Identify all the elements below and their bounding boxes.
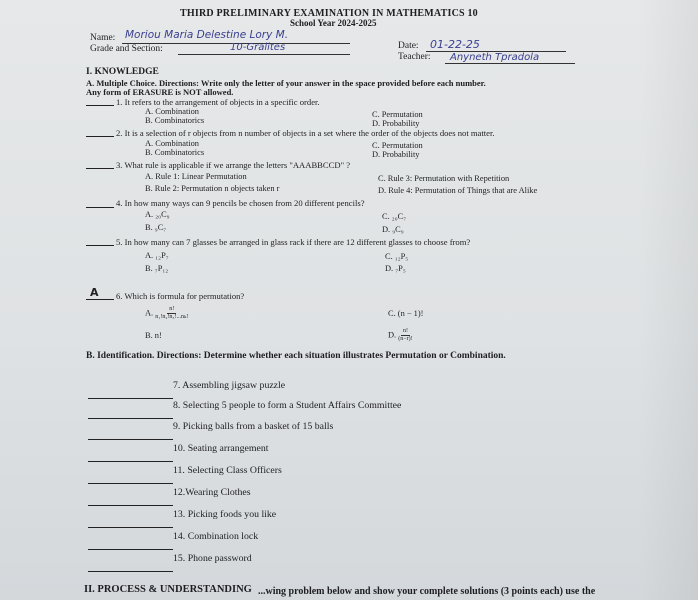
identification-item: 11. Selecting Class Officers	[173, 465, 282, 476]
identification-item: 9. Picking balls from a basket of 15 balls	[173, 421, 334, 432]
formula-numerator: n!	[169, 306, 175, 312]
grade-label: Grade and Section:	[90, 44, 163, 54]
formula-fraction	[398, 328, 412, 343]
answer-blank	[86, 168, 114, 169]
choice: A. ₁₂P₇	[145, 251, 169, 260]
school-year: School Year 2024-2025	[290, 18, 377, 28]
choice: D. Probability	[372, 119, 420, 128]
date-label: Date:	[398, 41, 419, 51]
question-text: 4. In how many ways can 9 pencils be chosen from 20 different pencils?	[116, 198, 365, 208]
grade-line	[178, 54, 350, 55]
choice: A. Combination	[145, 107, 199, 116]
choice: C. ₂₀C₇	[382, 212, 407, 221]
choice-a-prefix: A.	[145, 308, 154, 318]
answer-line	[88, 483, 173, 484]
date-value: 01-22-25	[430, 38, 480, 51]
teacher-label: Teacher:	[398, 52, 431, 62]
formula-denominator: n₁!n₂!n₃!...nₖ!	[155, 314, 189, 320]
identification-item: 8. Selecting 5 people to form a Student Affairs Committee	[173, 400, 402, 411]
identification-directions: B. Identification. Directions: Determine whether each situation illustrates Permutation or Combination.	[86, 351, 506, 361]
identification-item: 7. Assembling jigsaw puzzle	[173, 380, 286, 391]
handwritten-answer: A	[90, 286, 99, 299]
choice: B. ₉C₇	[145, 223, 167, 232]
answer-line	[88, 461, 173, 462]
knowledge-heading: I. KNOWLEDGE	[86, 67, 159, 77]
question-text: 3. What rule is applicable if we arrange the letters "AAABBCCD" ?	[116, 160, 351, 170]
answer-blank	[86, 136, 114, 137]
answer-line	[88, 418, 173, 419]
choice: B. Combinatorics	[145, 148, 205, 157]
edge-shadow	[638, 0, 698, 600]
identification-item: 15. Phone password	[173, 553, 252, 564]
teacher-line	[445, 63, 575, 64]
identification-item: 13. Picking foods you like	[173, 509, 277, 520]
answer-line	[88, 549, 173, 550]
answer-line	[88, 398, 173, 399]
choice: C. Rule 3: Permutation with Repetition	[378, 174, 510, 183]
choice: C. ₁₂P₅	[385, 252, 409, 261]
choice-a	[145, 306, 188, 321]
choice-d-prefix: D.	[388, 330, 397, 340]
process-heading: II. PROCESS & UNDERSTANDING	[84, 584, 252, 595]
mc-directions-2: Any form of ERASURE is NOT allowed.	[86, 87, 234, 97]
choice: A. Combination	[145, 139, 199, 148]
answer-line	[88, 571, 173, 572]
choice: C. Permutation	[372, 110, 423, 119]
name-label: Name:	[90, 33, 116, 43]
identification-item: 12.Wearing Clothes	[173, 487, 251, 498]
choice: B. ₇P₁₂	[145, 264, 169, 273]
answer-blank	[86, 245, 114, 246]
exam-title: THIRD PRELIMINARY EXAMINATION IN MATHEMATICS 10	[180, 8, 478, 19]
answer-blank	[86, 207, 114, 208]
choice: B. Rule 2: Permutation n objects taken r	[145, 184, 280, 193]
choice: A. Rule 1: Linear Permutation	[145, 172, 247, 181]
process-directions: ...wing problem below and show your complete solutions (3 points each) use the	[258, 586, 596, 597]
question-text: 5. In how many can 7 glasses be arranged in glass rack if there are 12 different glasses to choose from?	[116, 237, 471, 247]
question-text: 6. Which is formula for permutation?	[116, 291, 245, 301]
choice: C. (n − 1)!	[388, 309, 424, 318]
teacher-value: Anyneth Tpradola	[450, 52, 540, 63]
choice: D. Probability	[372, 150, 420, 159]
formula-numerator: n!	[402, 328, 408, 334]
name-value: Moriou Maria Delestine Lory M.	[125, 29, 289, 41]
question-text: 1. It refers to the arrangement of objects in a specific order.	[116, 97, 320, 107]
choice: D. Rule 4: Permutation of Things that are Alike	[378, 186, 538, 195]
choice: B. n!	[145, 331, 162, 340]
answer-line	[88, 439, 173, 440]
mc-directions: A. Multiple Choice. Directions: Write only the letter of your answer in the space provided before each number.	[86, 78, 486, 88]
identification-item: 14. Combination lock	[173, 531, 259, 542]
answer-line	[88, 527, 173, 528]
choice: A. ₂₀C₉	[145, 210, 170, 219]
choice: C. Permutation	[372, 141, 423, 150]
choice: B. Combinatorics	[145, 116, 205, 125]
identification-item: 10. Seating arrangement	[173, 443, 269, 454]
question-text: 2. It is a selection of r objects from n number of objects in a set where the order of the objects does not matter.	[116, 128, 495, 138]
formula-fraction	[155, 306, 188, 321]
formula-denominator: (n−r)!	[398, 336, 413, 342]
answer-blank	[86, 299, 114, 300]
answer-blank	[86, 105, 114, 106]
grade-value: 10-Gralites	[230, 42, 286, 53]
answer-line	[88, 505, 173, 506]
choice-d	[388, 328, 413, 343]
choice: D. ₇P₅	[385, 264, 406, 273]
choice: D. ₉C₉	[382, 225, 404, 234]
